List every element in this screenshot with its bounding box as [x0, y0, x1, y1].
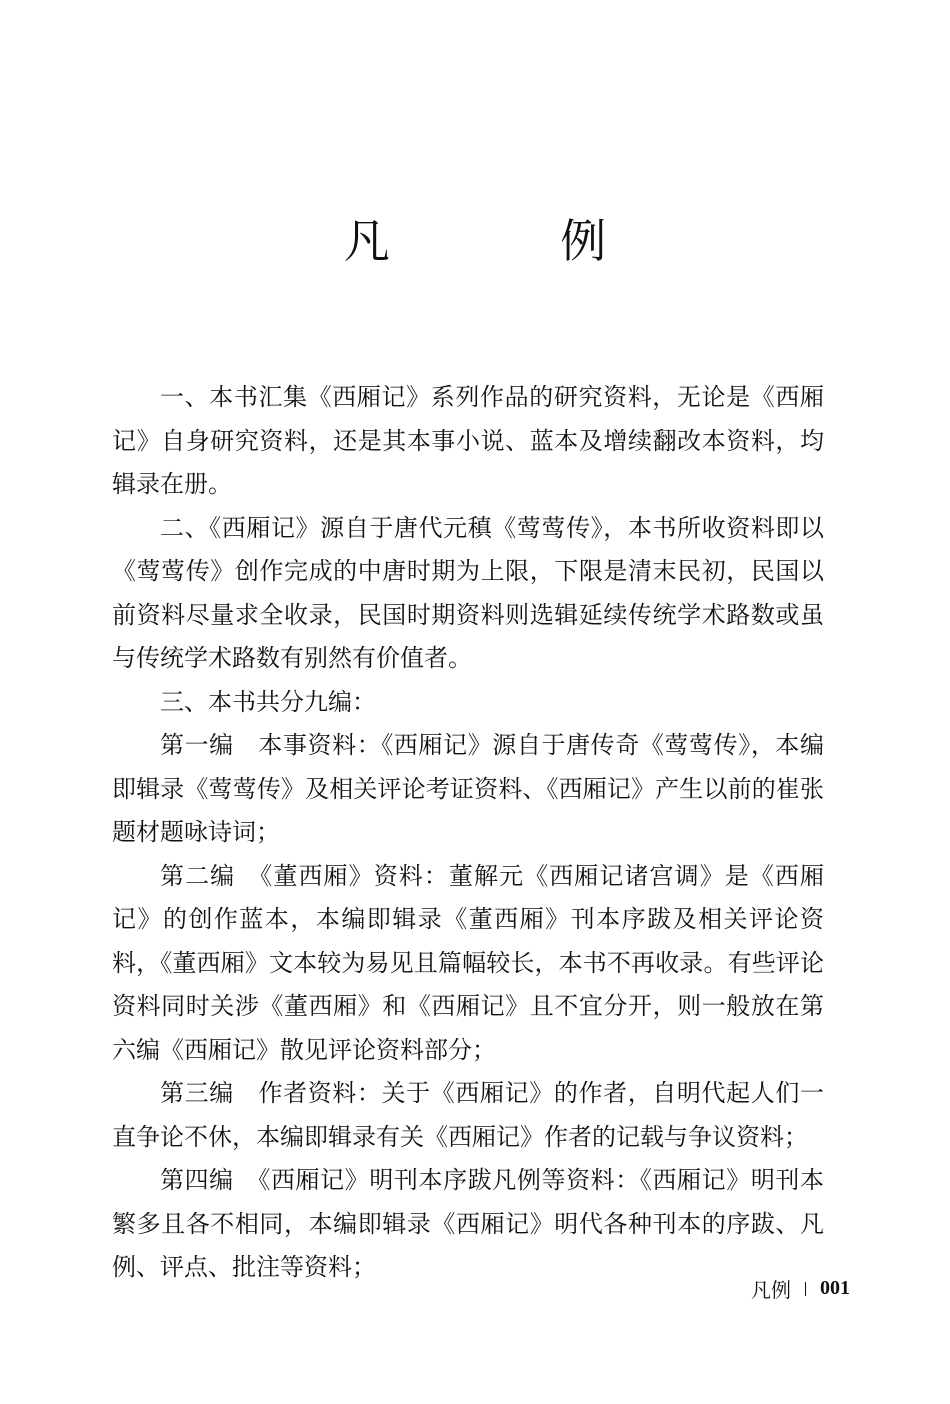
footer-section-label: 凡例: [751, 1278, 791, 1302]
paragraph: 三、本书共分九编：: [160, 687, 376, 716]
page-footer: [751, 1274, 850, 1303]
page-title: 凡 例: [343, 214, 685, 268]
paragraph: 第二编 《董西厢》资料：董解元《西厢记诸宫调》是《西厢记》的创作蓝本，本编即辑录《董西厢》刊本序跋及相关评论资料，《董西厢》文本较为易见且篇幅较长，本书不再收录。有些评论资料同时关涉《董西厢》和《西厢记》且不宜分开，则一般放在第六编《西厢记》散见评论资料部分；: [112, 861, 824, 1064]
body-text: [112, 376, 824, 1290]
paragraph: 第四编 《西厢记》明刊本序跋凡例等资料：《西厢记》明刊本繁多且各不相同，本编即辑录《西厢记》明代各种刊本的序跋、凡例、评点、批注等资料；: [112, 1166, 824, 1281]
paragraph: 第三编 作者资料：关于《西厢记》的作者，自明代起人们一直争论不休，本编即辑录有关《西厢记》作者的记载与争议资料；: [112, 1079, 824, 1151]
paragraph: 一、本书汇集《西厢记》系列作品的研究资料，无论是《西厢记》自身研究资料，还是其本事小说、蓝本及增续翻改本资料，均辑录在册。: [112, 383, 824, 498]
paragraph: 第一编 本事资料：《西厢记》源自于唐传奇《莺莺传》，本编即辑录《莺莺传》及相关评论考证资料、《西厢记》产生以前的崔张题材题咏诗词；: [112, 731, 824, 846]
paragraph: 二、《西厢记》源自于唐代元稹《莺莺传》，本书所收资料即以《莺莺传》创作完成的中唐时期为上限，下限是清末民初，民国以前资料尽量求全收录，民国时期资料则选辑延续传统学术路数或虽与传统学术路数有别然有价值者。: [112, 513, 824, 672]
footer-divider: [805, 1282, 806, 1296]
page-number: 001: [820, 1277, 850, 1299]
